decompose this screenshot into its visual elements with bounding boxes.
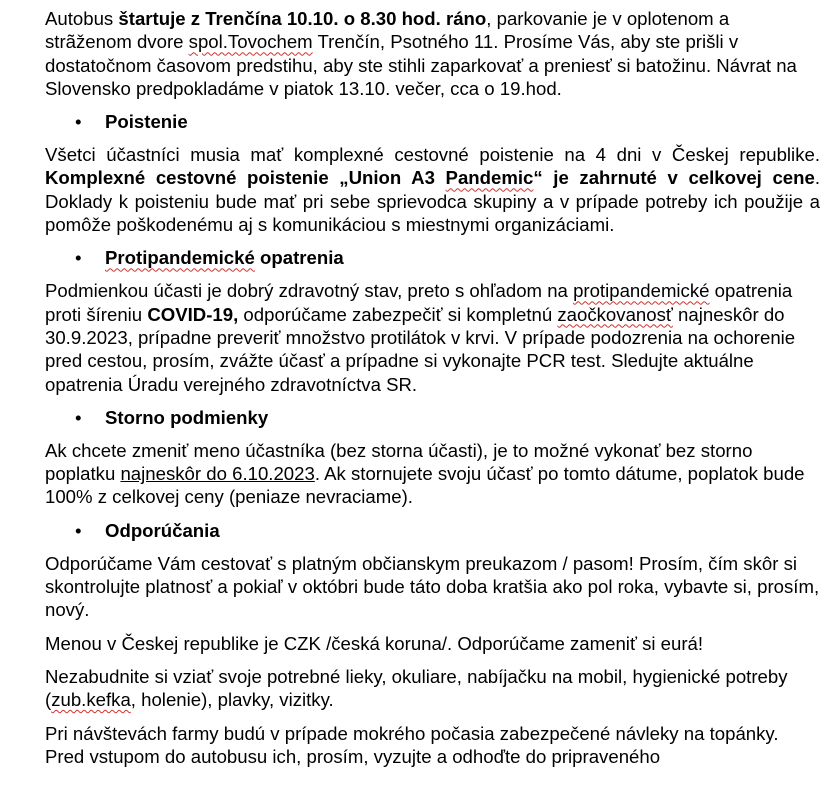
storno-text-1: Ak chcete zmeniť meno účastníka (bez storna účasti), je to možné vykonať bez storno poplatku xyxy=(45,439,753,485)
poistenie-bold-misspelled: Pandemic xyxy=(445,167,534,189)
protipandemicke-text-3: odporúčame zabezpečiť si kompletnú xyxy=(238,303,558,325)
covid-bold: COVID-19, xyxy=(147,303,239,325)
storno-paragraph xyxy=(45,439,820,509)
bullet-icon: • xyxy=(75,111,82,133)
odporucania-paragraph-1: Odporúčame Vám cestovať s platným občianskym preukazom / pasom! Prosím, čím skôr si skontrolujte platnosť a pokiaľ v októbri bude táto doba kratšia ako pol roka, vybavte si, prosím, nový. xyxy=(45,552,820,621)
intro-paragraph xyxy=(45,7,820,100)
storno-deadline-underlined: najneskôr do 6.10.2023 xyxy=(120,463,315,485)
intro-text-2: , parkovanie je v oplotenom a strãženom dvore xyxy=(45,8,730,53)
heading-protipandemicke xyxy=(45,246,820,270)
bullet-icon: • xyxy=(75,406,82,428)
poistenie-text-2: . Doklady k poisteniu bude mať pri sebe sprievodca skupiny a v prípade potreby ich použije a pomôže poškodenému aj s komunikáciou s miestnymi organizáciami. xyxy=(45,167,821,236)
odporucania-p3-text-2: , holenie), plavky, vizitky. xyxy=(130,689,334,711)
protipandemicke-text-2: opatrenia proti šíreniu xyxy=(45,280,793,325)
poistenie-bold-1: Komplexné cestovné poistenie „Union A3 xyxy=(45,167,446,189)
heading-storno xyxy=(45,406,820,430)
intro-text-3: Trenčín, Psotného 11. Prosíme Vás, aby ste prišli v dostatočnom časovom predstihu, aby ste stihli zaparkovať a preniesť si batožinu. Návrat na Slovensko predpokladáme v piatok 13.10. večer, cca o 19.hod. xyxy=(45,31,797,99)
odporucania-p3-misspelled: zub.kefka xyxy=(51,689,131,711)
bullet-icon: • xyxy=(75,519,82,541)
intro-departure-bold: štartuje z Trenčína 10.10. o 8.30 hod. ráno xyxy=(118,8,487,29)
protipandemicke-misspelled-2: zaočkovanosť xyxy=(557,303,673,325)
heading-poistenie-label: Poistenie xyxy=(105,111,188,133)
poistenie-paragraph xyxy=(45,143,820,236)
heading-protipandemicke-misspelled: Protipandemické xyxy=(105,247,255,269)
intro-text-1: Autobus xyxy=(45,8,119,29)
odporucania-p3-text-1: Nezabudnite si vziať svoje potrebné lieky, okuliare, nabíjačku na mobil, hygienické potreby ( xyxy=(45,665,788,711)
poistenie-bold-2: “ je zahrnuté v celkovej cene xyxy=(533,167,815,189)
odporucania-paragraph-3 xyxy=(45,665,820,712)
storno-text-2: . Ak stornujete svoju účasť po tomto dátume, poplatok bude 100% z celkovej ceny (peniaze nevraciame). xyxy=(45,463,805,508)
heading-odporucania xyxy=(45,519,820,543)
poistenie-text-1: Všetci účastníci musia mať komplexné cestovné poistenie na 4 dni v Českej republike. xyxy=(45,144,820,166)
protipandemicke-text-1: Podmienkou účasti je dobrý zdravotný stav, preto s ohľadom na xyxy=(45,280,574,302)
protipandemicke-paragraph xyxy=(45,279,820,395)
odporucania-paragraph-4: Pri návštevách farmy budú v prípade mokrého počasia zabezpečené návleky na topánky. Pred vstupom do autobusu ich, prosím, vyzujte a odhoďte do pripraveného xyxy=(45,722,779,767)
heading-odporucania-label: Odporúčania xyxy=(105,519,220,541)
heading-protipandemicke-rest: opatrenia xyxy=(254,247,344,269)
intro-misspelled-company: spol.Tovochem xyxy=(188,31,313,53)
heading-storno-label: Storno podmienky xyxy=(105,406,269,428)
protipandemicke-misspelled-1: protipandemické xyxy=(573,280,710,302)
protipandemicke-text-4: najneskôr do 30.9.2023, prípadne preveriť množstvo protilátok v krvi. V prípade podozrenia na ochorenie pred cestou, prosím, zvážte účasť a prípadne si vykonajte PCR test. Sledujte aktuálne opatrenia Úradu verejného zdravotníctva SR. xyxy=(45,303,796,395)
heading-poistenie xyxy=(45,110,820,134)
bullet-icon: • xyxy=(75,247,82,269)
document-page xyxy=(45,7,820,768)
odporucania-paragraph-2: Menou v Českej republike je CZK /česká koruna/. Odporúčame zameniť si eurá! xyxy=(45,632,704,654)
